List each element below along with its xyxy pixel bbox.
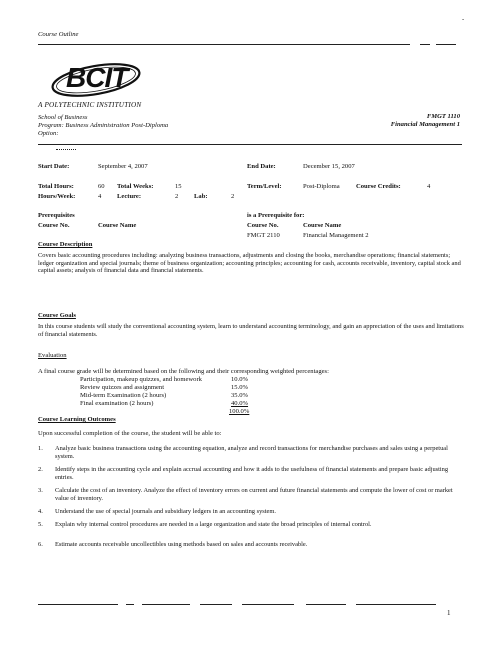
prereq-course-no-header: Course No.	[38, 222, 70, 229]
page-number: 1	[447, 609, 451, 617]
evaluation-item-value: 15.0%	[231, 384, 249, 391]
term-level-label: Term/Level:	[247, 183, 282, 190]
outcome-text: Explain why internal control procedures are needed in a large organization and state the broad principles of internal control.	[55, 521, 372, 528]
outcome-text: Estimate accounts receivable uncollectibles using methods based on sales and accounts receivable.	[55, 541, 308, 548]
program-option: Option:	[38, 130, 59, 137]
term-level-value: Post-Diploma	[303, 183, 340, 190]
header-rule-dash	[436, 44, 456, 45]
hours-week-value: 4	[98, 193, 102, 200]
outcome-number: 1.	[38, 445, 43, 452]
goals-text: In this course students will study the conventional accounting system, learn to understand accounting terminology, and gain an appreciation of the uses and limitations of financial statements.	[38, 323, 464, 338]
end-date-value: December 15, 2007	[303, 163, 355, 170]
outcomes-heading: Course Learning Outcomes	[38, 416, 116, 423]
prerequisite-for-heading: is a Prerequisite for:	[247, 212, 305, 219]
footer-rule-dash	[306, 604, 346, 605]
start-date-value: September 4, 2007	[98, 163, 148, 170]
evaluation-item-label: Review quizzes and assignment	[80, 384, 165, 391]
course-credits-value: 4	[427, 183, 431, 190]
lecture-label: Lecture:	[117, 193, 142, 200]
evaluation-item-label: Mid-term Examination (2 hours)	[80, 392, 167, 399]
footer-rule-dash	[142, 604, 190, 605]
next-course-no-header: Course No.	[247, 222, 279, 229]
program-rule-mark	[56, 149, 76, 150]
total-weeks-label: Total Weeks:	[117, 183, 154, 190]
lab-label: Lab:	[194, 193, 208, 200]
outcome-number: 3.	[38, 487, 43, 494]
footer-rule	[38, 604, 118, 605]
header-rule	[38, 44, 410, 45]
footer-rule-dash	[242, 604, 294, 605]
lecture-value: 2	[175, 193, 179, 200]
course-code: FMGT 1110	[426, 113, 460, 120]
bcit-logo	[44, 56, 144, 102]
outcome-number: 4.	[38, 508, 43, 515]
total-hours-label: Total Hours:	[38, 183, 74, 190]
evaluation-item-value: 35.0%	[231, 392, 249, 399]
next-course-name: Financial Management 2	[303, 232, 369, 239]
evaluation-item-label: Participation, makeup quizzes, and homework	[80, 376, 202, 383]
logo-wordmark: BCIT	[66, 62, 128, 93]
outcome-text: Analyze basic business transactions using the accounting equation, analyze and record transactions for merchandise purchases and sales using a perpetual system.	[55, 445, 448, 460]
evaluation-intro: A final course grade will be determined based on the following and their corresponding weighted percentages:	[38, 368, 329, 375]
footer-rule-dash	[356, 604, 436, 605]
total-hours-value: 60	[98, 183, 105, 190]
evaluation-item-label: Final examination (2 hours)	[80, 400, 154, 407]
program-name: Program: Business Administration Post-Diploma	[38, 122, 169, 129]
outcome-text: Identify steps in the accounting cycle and explain accrual accounting and how it adds to the usefulness of financial statements and prepare basic adjusting entries.	[55, 466, 449, 481]
total-weeks-value: 15	[175, 183, 182, 190]
description-text: Covers basic accounting procedures including: analyzing business transactions, adjustments and closing the books, merchandise operations; financial statements; ledger organization and special journals; theme of business organization; accounting principles; accounting for cash, accounts receivable, inventory, capital stock and capital assets; analysis of financial data and financial statements.	[38, 252, 461, 275]
outcome-number: 6.	[38, 541, 43, 548]
goals-heading: Course Goals	[38, 312, 76, 319]
corner-mark: -	[462, 16, 465, 23]
course-title: Financial Management 1	[390, 121, 460, 128]
school-name: School of Business	[38, 114, 88, 121]
course-credits-label: Course Credits:	[356, 183, 401, 190]
next-course-no: FMGT 2110	[247, 232, 280, 239]
prerequisites-heading: Prerequisites	[38, 212, 75, 219]
outcome-text: Understand the use of special journals and subsidiary ledgers in an accounting system.	[55, 508, 276, 515]
footer-rule-dash	[200, 604, 232, 605]
evaluation-item-value: 40.0%	[231, 400, 249, 407]
header-rule-dash	[420, 44, 430, 45]
outcomes-intro: Upon successful completion of the course, the student will be able to:	[38, 430, 222, 437]
description-heading: Course Description	[38, 241, 93, 248]
end-date-label: End Date:	[247, 163, 276, 170]
document-label: Course Outline	[38, 31, 79, 38]
footer-rule-dash	[126, 604, 134, 605]
program-rule	[38, 144, 462, 145]
logo-tagline: A POLYTECHNIC INSTITUTION	[38, 101, 142, 109]
start-date-label: Start Date:	[38, 163, 70, 170]
prereq-course-name-header: Course Name	[98, 222, 137, 229]
hours-week-label: Hours/Week:	[38, 193, 76, 200]
evaluation-total: 100.0%	[229, 408, 250, 415]
outcome-number: 5.	[38, 521, 43, 528]
outcome-number: 2.	[38, 466, 43, 473]
next-course-name-header: Course Name	[303, 222, 342, 229]
evaluation-item-value: 10.0%	[231, 376, 249, 383]
lab-value: 2	[231, 193, 235, 200]
outcome-text: Calculate the cost of an inventory. Analyze the effect of inventory errors on current and future financial statements and compute the lower of cost or market value of inventory.	[55, 487, 453, 502]
evaluation-heading: Evaluation	[38, 352, 67, 359]
